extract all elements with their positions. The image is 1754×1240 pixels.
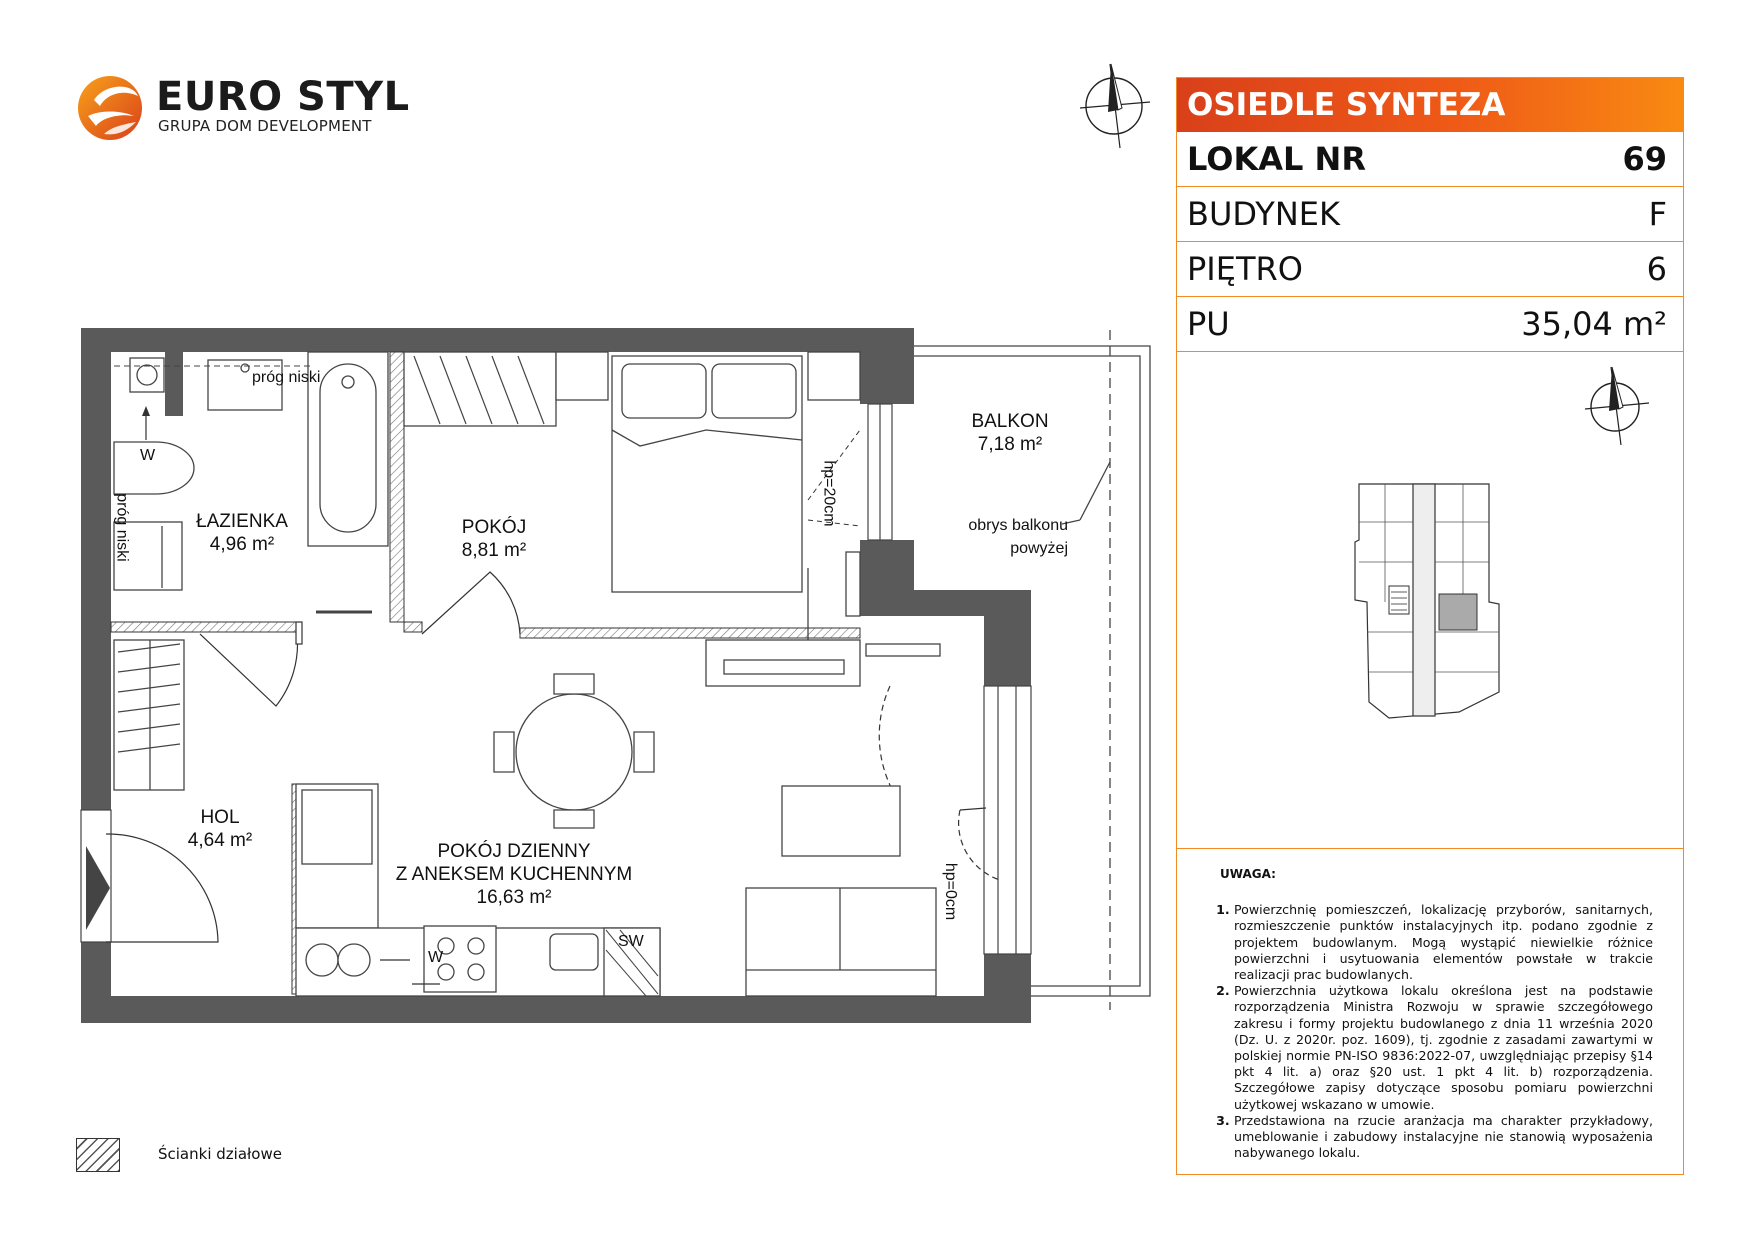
notes-heading: UWAGA:	[1220, 867, 1276, 881]
pietro-value: 6	[1646, 250, 1667, 288]
note-item: 3. Przedstawiona na rzucie aranżacja ma charakter przykładowy, umeblowanie i zabudowy instalacyjne nie stanowią wyposażenia nabywanego lokalu.	[1234, 1113, 1653, 1162]
w-marker-kitchen: W	[428, 949, 444, 966]
pu-row	[1177, 297, 1683, 352]
obrys-balkonu-note	[948, 514, 1068, 560]
notes-separator	[1177, 848, 1683, 849]
pu-label: PU	[1187, 305, 1230, 343]
note-item: 1. Powierzchnię pomieszczeń, lokalizację przyborów, sanitarnych, rozmieszczenie punktów instalacyjnych itp. podano zgodnie z projektem budowlanym. Mogą wystąpić niewielkie różnice powierzchni i usytuowania elementów powstałe w trakcie realizacji prac budowlanych.	[1234, 902, 1653, 983]
lazienka-area: 4,96 m²	[209, 534, 275, 555]
dzienny-area: 16,63 m²	[476, 887, 552, 908]
balkon-name: BALKON	[971, 411, 1049, 432]
prog-niski-side: próg niski	[113, 493, 131, 562]
budynek-value: F	[1648, 195, 1667, 233]
pietro-label: PIĘTRO	[1187, 250, 1303, 288]
lokal-row	[1177, 132, 1683, 187]
pokoj-area: 8,81 m²	[461, 540, 527, 561]
hp20-note: hp=20cm	[820, 460, 838, 527]
notes-list	[1191, 902, 1653, 1161]
brand-name: EURO STYL	[156, 74, 410, 120]
pokoj-label	[444, 516, 544, 562]
dzienny-line1: POKÓJ DZIENNY	[437, 841, 591, 862]
hol-area: 4,64 m²	[187, 830, 253, 851]
building-key-plan	[1349, 482, 1509, 726]
pu-value: 35,04 m²	[1521, 305, 1667, 343]
budynek-row	[1177, 187, 1683, 242]
notes	[1191, 866, 1653, 1161]
lokal-value: 69	[1622, 140, 1667, 178]
hp0-note: hp=0cm	[942, 862, 960, 921]
legend-hatch-swatch	[76, 1138, 120, 1172]
w-marker-bathroom: W	[140, 447, 156, 464]
hol-label	[170, 806, 270, 852]
balkon-area: 7,18 m²	[977, 434, 1043, 455]
pietro-row	[1177, 242, 1683, 297]
note-item: 2. Powierzchnia użytkowa lokalu określona jest na podstawie rozporządzenia Ministra Rozwoju w sprawie szczegółowego zakresu i formy projektu budowlanego z dnia 11 września 2020 (Dz. U. z 2020r. poz. 1609), tj. zgodnie z zasadami zawartymi w polskiej normie PN-ISO 9836:2022-07, uwzględniając przepisy §14 pkt 4 lit. a) oraz §20 ust. 1 pkt 4 lit. b) rozporządzenia. Szczegółowe zapisy dotyczące sposobu pomiaru powierzchni użytkowej wskazano w umowie.	[1234, 983, 1653, 1113]
info-panel	[1176, 77, 1684, 1175]
highlighted-unit	[1439, 594, 1477, 630]
legend-text: Ścianki działowe	[158, 1145, 282, 1163]
hol-name: HOL	[200, 807, 240, 828]
lazienka-label	[182, 510, 302, 556]
obrys-line1: obrys balkonu	[968, 517, 1068, 534]
obrys-line2: powyżej	[1010, 540, 1068, 557]
dzienny-line2: Z ANEKSEM KUCHENNYM	[395, 864, 633, 885]
pokoj-name: POKÓJ	[461, 517, 527, 538]
balkon-label	[960, 410, 1060, 456]
panel-compass-icon	[1581, 363, 1653, 447]
brand-subtitle: GRUPA DOM DEVELOPMENT	[158, 117, 372, 135]
estate-title: OSIEDLE SYNTEZA	[1177, 78, 1683, 132]
lokal-label: LOKAL NR	[1187, 140, 1366, 178]
budynek-label: BUDYNEK	[1187, 195, 1340, 233]
prog-niski-top: próg niski	[252, 369, 321, 386]
dzienny-label	[374, 840, 654, 909]
sw-marker: SW	[618, 933, 644, 950]
lazienka-name: ŁAZIENKA	[196, 511, 288, 532]
